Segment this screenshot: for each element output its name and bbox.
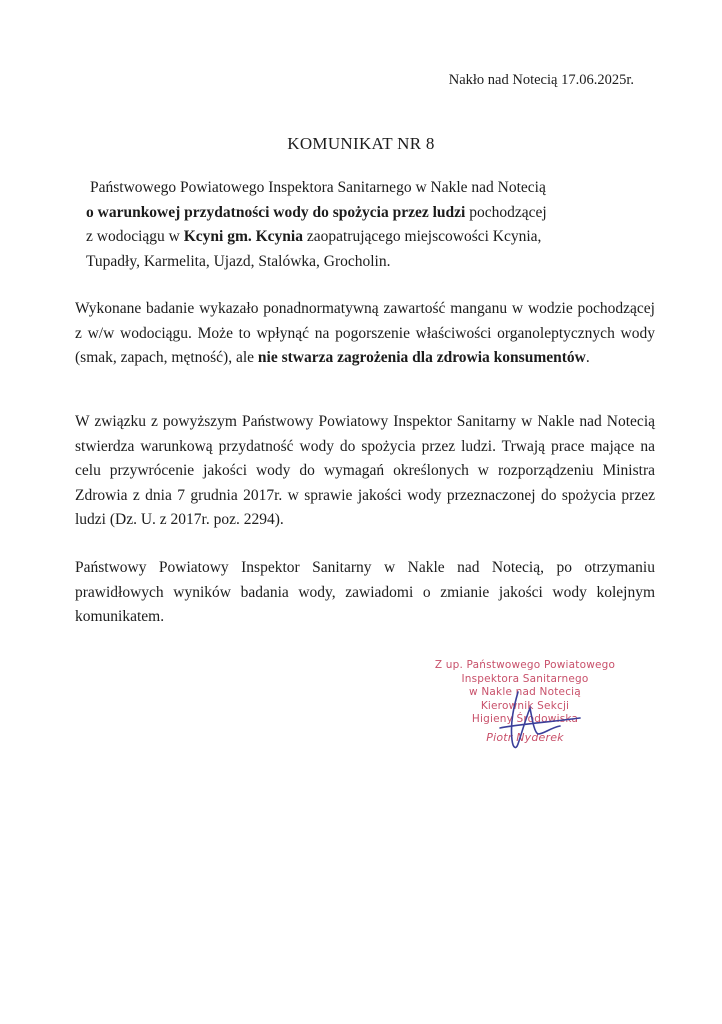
- stamp-line-1: Z up. Państwowego Powiatowego: [434, 659, 616, 671]
- stamp-name: Piotr Nyderek: [486, 730, 564, 744]
- stamp-line-3: w Nakle nad Notecią: [469, 686, 581, 698]
- intro-line-3-rest: zaopatrującego miejscowości Kcynia,: [302, 228, 542, 245]
- intro-bold-subject: o warunkowej przydatności wody do spożycia przez ludzi: [86, 203, 466, 221]
- paragraph-next-steps-text: Państwowy Powiatowy Inspektor Sanitarny w Nakle nad Notecią, po otrzymaniu prawidłowych wyników badania wody, zawiadomi o zmianie jakości wody kolejnym komunikatem.: [75, 559, 655, 625]
- stamp-line-5: Higieny Środowiska: [471, 713, 579, 725]
- document-title: KOMUNIKAT NR 8: [287, 134, 435, 153]
- paragraph-decision-text: W związku z powyższym Państwowy Powiatowy Inspektor Sanitarny w Nakle nad Notecią stwierdza warunkową przydatność wody do spożycia przez ludzi. Trwają prace mające na celu przywrócenie jakości wody do wymagań określonych w rozporządzeniu Ministra Zdrowia z dnia 7 grudnia 2017r. w sprawie jakości wody przeznaczonej do spożycia przez ludzi (Dz. U. z 2017r. poz. 2294).: [75, 413, 655, 528]
- intro-line-2: [86, 201, 626, 226]
- announcement-header: [86, 176, 626, 274]
- intro-line-4: Tupadły, Karmelita, Ujazd, Stalówka, Grocholin.: [86, 252, 391, 270]
- paragraph-findings-text: [75, 297, 655, 371]
- findings-end: .: [585, 349, 590, 366]
- stamp-line-2: Inspektora Sanitarnego: [461, 672, 589, 685]
- intro-line-2-rest: pochodzącej: [465, 203, 547, 221]
- stamp-line-4: Kierownik Sekcji: [480, 699, 570, 712]
- intro-line-3-pre: z wodociągu w: [86, 228, 184, 245]
- intro-bold-location: Kcyni gm. Kcynia: [183, 228, 303, 245]
- findings-bold: nie stwarza zagrożenia dla zdrowia konsumentów: [257, 349, 586, 366]
- paragraph-next-steps: [75, 556, 655, 630]
- paragraph-decision: [75, 410, 655, 533]
- findings-text: Wykonane badanie wykazało ponadnormatywną zawartość manganu w wodzie pochodzącej z w/w wodociągu. Może to wpłynąć na pogorszenie właściwości organoleptycznych wody (smak, zapach, mętność), ale: [75, 300, 655, 366]
- document-date: Nakło nad Notecią 17.06.2025r.: [448, 72, 634, 88]
- intro-line-1: Państwowego Powiatowego Inspektora Sanitarnego w Nakle nad Notecią: [90, 179, 546, 196]
- handwritten-signature: [480, 688, 590, 758]
- intro-line-3: [86, 225, 626, 250]
- paragraph-findings: [75, 297, 655, 371]
